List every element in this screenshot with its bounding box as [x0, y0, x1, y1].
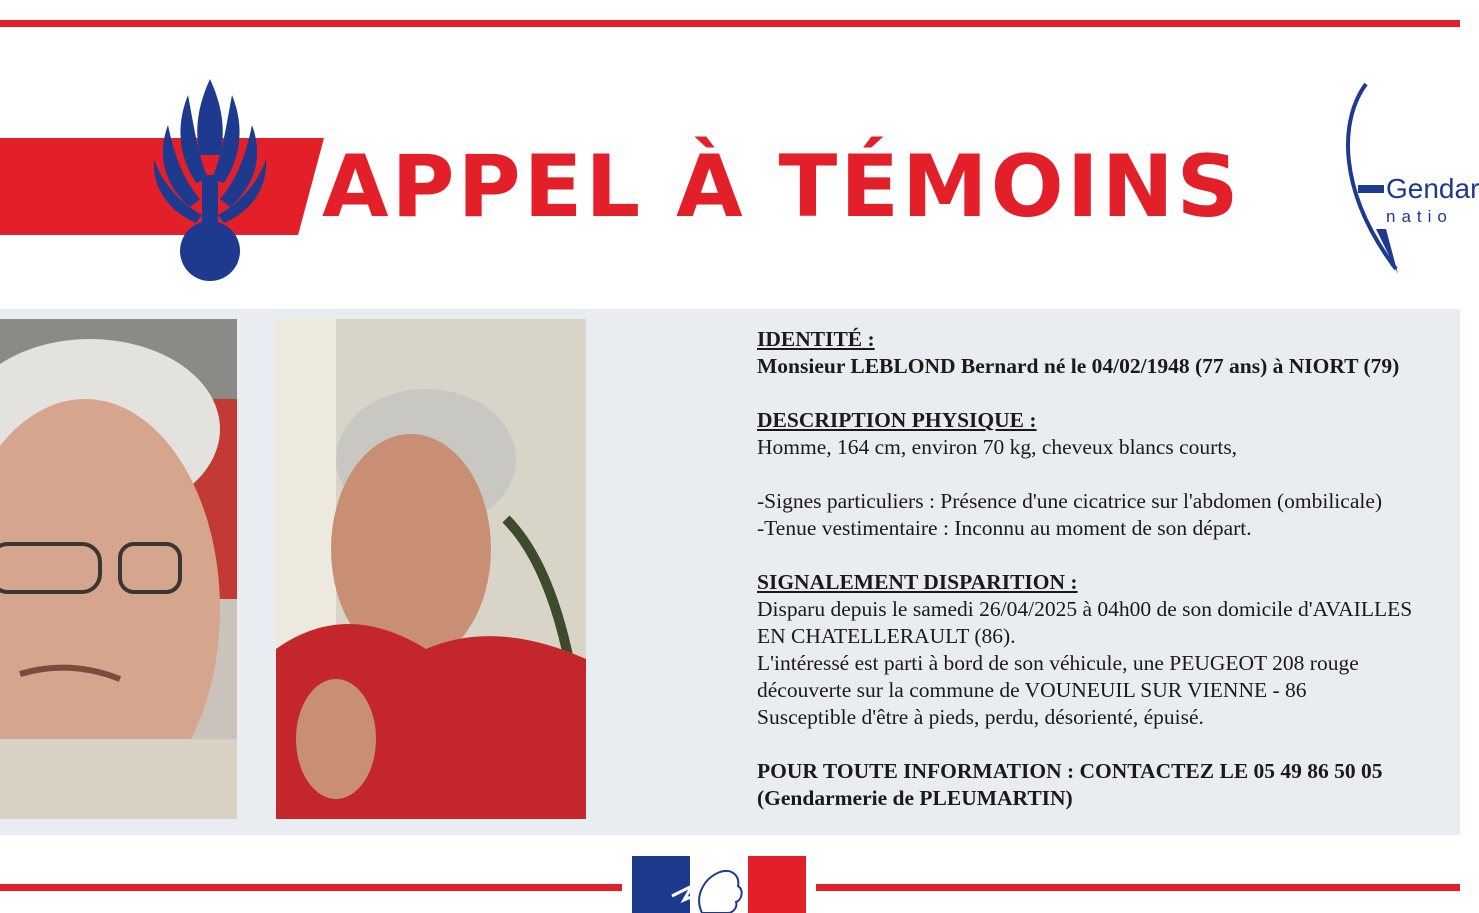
contact-line-1: POUR TOUTE INFORMATION : CONTACTEZ LE 05 49 86 50 05	[757, 759, 1383, 783]
signalement-line: Disparu depuis le samedi 26/04/2025 à 04h00 de son domicile d'AVAILLES	[757, 597, 1413, 621]
missing-person-photo-1	[0, 319, 237, 819]
logo-dash	[1358, 185, 1384, 193]
identite-heading: IDENTITÉ :	[757, 327, 875, 351]
description-heading: DESCRIPTION PHYSIQUE :	[757, 408, 1037, 432]
info-text-block	[757, 326, 1460, 812]
missing-person-photo-2	[276, 319, 586, 819]
identite-text: Monsieur LEBLOND Bernard né le 04/02/1948 (77 ans) à NIORT (79)	[757, 354, 1400, 378]
description-line-1: Homme, 164 cm, environ 70 kg, cheveux blancs courts,	[757, 435, 1238, 459]
signalement-line: L'intéressé est parti à bord de son véhicule, une PEUGEOT 208 rouge	[757, 651, 1359, 675]
footer-red-line-left	[0, 884, 622, 891]
republique-francaise-logo-icon	[632, 856, 806, 913]
info-panel	[0, 309, 1460, 835]
top-red-line	[0, 20, 1460, 27]
logo-text-line1: Gendar	[1386, 173, 1479, 204]
page-title: APPEL À TÉMOINS	[322, 137, 1242, 237]
grenade-emblem-icon	[148, 75, 272, 285]
description-line-2: -Signes particuliers : Présence d'une cicatrice sur l'abdomen (ombilicale)	[757, 489, 1383, 513]
description-line-3: -Tenue vestimentaire : Inconnu au moment de son départ.	[757, 516, 1252, 540]
contact-line-2: (Gendarmerie de PLEUMARTIN)	[757, 786, 1073, 810]
header	[0, 27, 1479, 309]
logo-text-line2: natio	[1386, 207, 1453, 226]
signalement-line: EN CHATELLERAULT (86).	[757, 624, 1016, 648]
signalement-line: Susceptible d'être à pieds, perdu, désorienté, épuisé.	[757, 705, 1204, 729]
footer-red-line-right	[816, 884, 1460, 891]
gendarmerie-logo	[1336, 79, 1479, 279]
signalement-line: découverte sur la commune de VOUNEUIL SUR VIENNE - 86	[757, 678, 1307, 702]
signalement-heading: SIGNALEMENT DISPARITION :	[757, 570, 1078, 594]
